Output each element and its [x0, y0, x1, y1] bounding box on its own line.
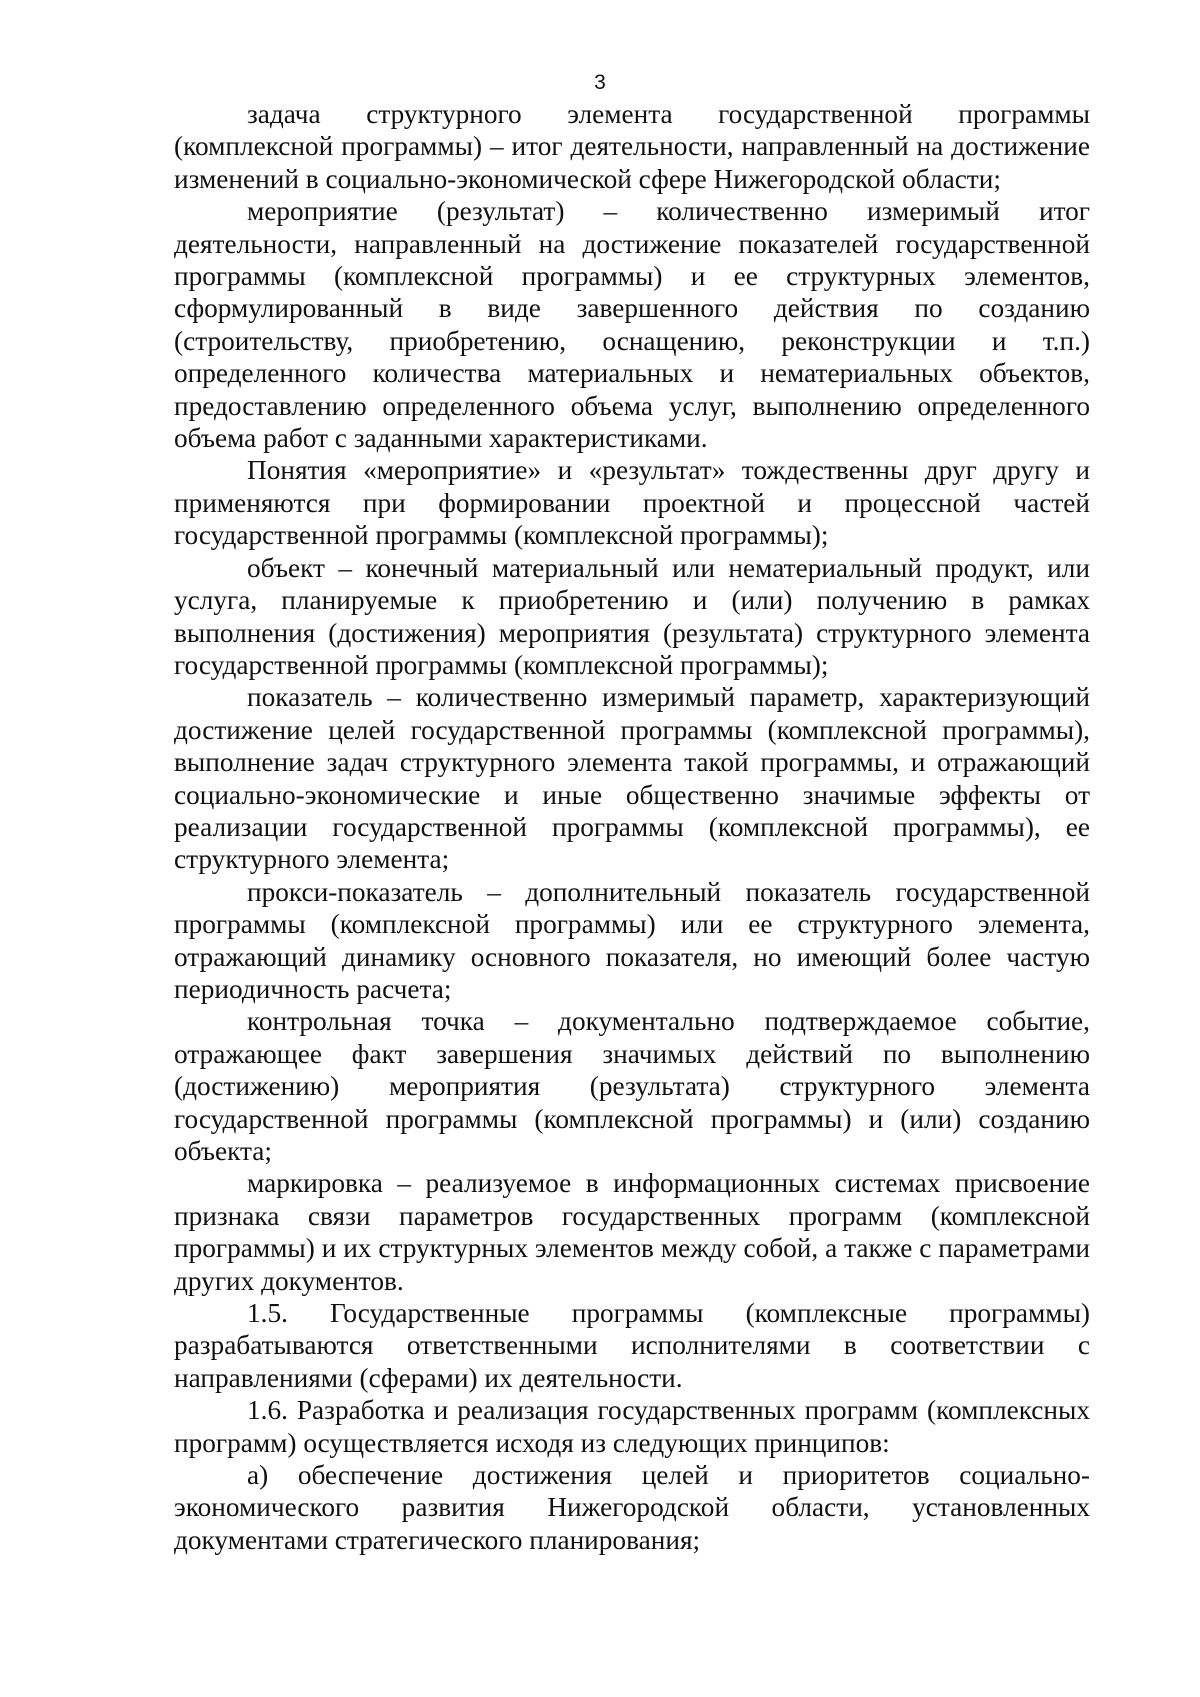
paragraph-clause-1-6: 1.6. Разработка и реализация государственных программ (комплексных программ) осуществляется исходя из следующих принципов:	[174, 1395, 1090, 1458]
paragraph-task-definition: задача структурного элемента государственной программы (комплексной программы) – итог деятельности, направленный на достижение изменений в социально-экономической сфере Нижегородской области;	[174, 99, 1090, 194]
paragraph-principle-a: а) обеспечение достижения целей и приоритетов социально-экономического развития Нижегородской области, установленных документами стратегического планирования;	[174, 1460, 1090, 1555]
paragraph-proxy-indicator-definition: прокси-показатель – дополнительный показатель государственной программы (комплексной программы) или ее структурного элемента, отражающий динамику основного показателя, но имеющий более частую периодичность расчета;	[174, 876, 1090, 1004]
paragraph-clause-1-5: 1.5. Государственные программы (комплексные программы) разрабатываются ответственными исполнителями в соответствии с направлениями (сферами) их деятельности.	[174, 1298, 1090, 1393]
paragraph-object-definition: объект – конечный материальный или нематериальный продукт, или услуга, планируемые к приобретению и (или) получению в рамках выполнения (достижения) мероприятия (результата) структурного элемента государственной программы (комплексной программы);	[174, 552, 1090, 680]
paragraph-measure-result-equivalence: Понятия «мероприятие» и «результат» тождественны друг другу и применяются при формировании проектной и процессной частей государственной программы (комплексной программы);	[174, 455, 1090, 551]
paragraph-indicator-definition: показатель – количественно измеримый параметр, характеризующий достижение целей государственной программы (комплексной программы), выполнение задач структурного элемента такой программы, и отражающий социально-экономические и иные общественно значимые эффекты от реализации государственной программы (комплексной программы), ее структурного элемента;	[174, 682, 1090, 875]
paragraph-marking-definition: маркировка – реализуемое в информационных системах присвоение признака связи параметров государственных программ (комплексной программы) и их структурных элементов между собой, а также с параметрами других документов.	[174, 1168, 1090, 1296]
paragraph-measure-definition: мероприятие (результат) – количественно измеримый итог деятельности, направленный на достижение показателей государственной программы (комплексной программы) и ее структурных элементов, сформулированный в виде завершенного действия по созданию (строительству, приобретению, оснащению, реконструкции и т.п.) определенного количества материальных и нематериальных объектов, предоставлению определенного объема услуг, выполнению определенного объема работ с заданными характеристиками.	[174, 196, 1090, 454]
page-number: 3	[594, 71, 606, 94]
paragraph-checkpoint-definition: контрольная точка – документально подтверждаемое событие, отражающее факт завершения значимых действий по выполнению (достижению) мероприятия (результата) структурного элемента государственной программы (комплексной программы) и (или) созданию объекта;	[174, 1006, 1090, 1166]
document-body	[174, 98, 1090, 1556]
